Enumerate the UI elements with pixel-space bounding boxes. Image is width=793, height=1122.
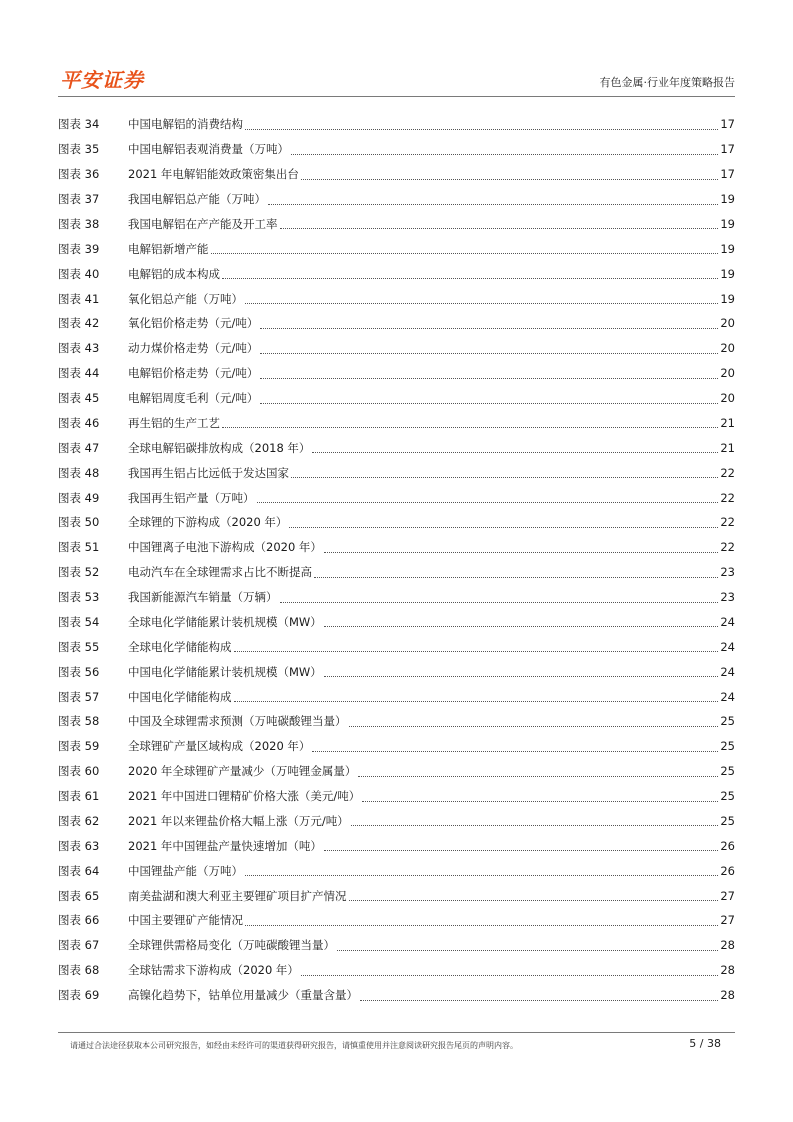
toc-entry-title[interactable]: 氧化铝总产能（万吨） [128, 291, 243, 306]
toc-entry-page: 26 [720, 863, 735, 878]
toc-entry-title[interactable]: 全球电化学储能构成 [128, 639, 232, 654]
toc-entry-title[interactable]: 全球锂矿产量区域构成（2020 年） [128, 739, 311, 754]
toc-dot-leader [291, 142, 718, 155]
toc-entry-label: 图表 52 [58, 565, 100, 580]
toc-entry[interactable] [58, 361, 735, 386]
toc-entry-title[interactable]: 电解铝新增产能 [128, 241, 209, 256]
toc-entry-title[interactable]: 2020 年全球锂矿产量减少（万吨锂金属量） [128, 764, 357, 779]
toc-dot-leader [211, 241, 719, 254]
toc-entry[interactable] [58, 659, 735, 684]
toc-dot-leader [234, 689, 719, 702]
toc-entry[interactable] [58, 336, 735, 361]
toc-entry-label: 图表 63 [58, 838, 100, 853]
toc-entry-page: 24 [720, 639, 735, 654]
toc-entry-label: 图表 39 [58, 241, 100, 256]
toc-entry[interactable] [58, 759, 735, 784]
toc-dot-leader [337, 938, 718, 951]
toc-entry[interactable] [58, 908, 735, 933]
toc-dot-leader [222, 415, 718, 428]
toc-entry-title[interactable]: 电解铝周度毛利（元/吨） [128, 391, 259, 406]
toc-entry-page: 17 [720, 117, 735, 132]
toc-dot-leader [324, 614, 719, 627]
toc-entry[interactable] [58, 236, 735, 261]
toc-entry-page: 28 [720, 938, 735, 953]
toc-entry[interactable] [58, 833, 735, 858]
toc-dot-leader [260, 366, 718, 379]
toc-dot-leader [245, 913, 718, 926]
toc-entry-page: 24 [720, 614, 735, 629]
toc-entry-title[interactable]: 2021 年中国进口锂精矿价格大涨（美元/吨） [128, 789, 361, 804]
toc-entry-title[interactable]: 再生铝的生产工艺 [128, 415, 220, 430]
toc-entry-page: 25 [720, 764, 735, 779]
toc-entry-title[interactable]: 氧化铝价格走势（元/吨） [128, 316, 259, 331]
toc-entry-title[interactable]: 我国再生铝产量（万吨） [128, 490, 255, 505]
toc-entry[interactable] [58, 510, 735, 535]
toc-dot-leader [312, 440, 718, 453]
toc-dot-leader [358, 764, 718, 777]
toc-dot-leader [351, 813, 719, 826]
toc-entry-page: 17 [720, 167, 735, 182]
toc-dot-leader [280, 216, 719, 229]
toc-entry-label: 图表 41 [58, 291, 100, 306]
toc-entry-title[interactable]: 电解铝价格走势（元/吨） [128, 366, 259, 381]
toc-entry-label: 图表 67 [58, 938, 100, 953]
toc-entry[interactable] [58, 212, 735, 237]
toc-entry-page: 20 [720, 341, 735, 356]
company-logo: 平安证券 [60, 68, 144, 92]
toc-entry-page: 25 [720, 739, 735, 754]
toc-entry-title[interactable]: 中国电解铝的消费结构 [128, 117, 243, 132]
toc-dot-leader [260, 391, 718, 404]
toc-entry-page: 25 [720, 789, 735, 804]
toc-entry[interactable] [58, 709, 735, 734]
toc-entry-title[interactable]: 2021 年中国锂盐产量快速增加（吨） [128, 838, 322, 853]
toc-dot-leader [324, 540, 718, 553]
toc-entry-title[interactable]: 高镍化趋势下，钴单位用量减少（重量含量） [128, 988, 358, 1003]
toc-entry[interactable] [58, 784, 735, 809]
toc-dot-leader [312, 739, 718, 752]
toc-entry-title[interactable]: 我国电解铝在产产能及开工率 [128, 216, 278, 231]
toc-entry-label: 图表 60 [58, 764, 100, 779]
toc-entry-page: 19 [720, 241, 735, 256]
toc-dot-leader [280, 590, 719, 603]
toc-entry-page: 22 [720, 540, 735, 555]
toc-dot-leader [222, 266, 718, 279]
table-of-contents [58, 112, 735, 1008]
toc-entry-label: 图表 42 [58, 316, 100, 331]
toc-entry-page: 23 [720, 590, 735, 605]
toc-entry-page: 22 [720, 515, 735, 530]
toc-entry-page: 27 [720, 913, 735, 928]
toc-entry-title[interactable]: 我国电解铝总产能（万吨） [128, 192, 266, 207]
toc-entry-page: 19 [720, 192, 735, 207]
toc-entry-page: 17 [720, 142, 735, 157]
toc-entry[interactable] [58, 187, 735, 212]
toc-entry-title[interactable]: 我国再生铝占比远低于发达国家 [128, 465, 289, 480]
toc-entry[interactable] [58, 858, 735, 883]
toc-entry-label: 图表 37 [58, 192, 100, 207]
toc-entry-page: 25 [720, 714, 735, 729]
toc-dot-leader [362, 789, 718, 802]
toc-dot-leader [245, 117, 718, 130]
toc-entry-label: 图表 46 [58, 415, 100, 430]
page-header [58, 62, 735, 97]
toc-entry-title[interactable]: 2021 年电解铝能效政策密集出台 [128, 167, 299, 182]
toc-entry[interactable] [58, 684, 735, 709]
toc-entry[interactable] [58, 983, 735, 1008]
toc-entry[interactable] [58, 560, 735, 585]
toc-dot-leader [260, 341, 718, 354]
toc-entry-title[interactable]: 全球锂的下游构成（2020 年） [128, 515, 288, 530]
toc-entry-title[interactable]: 中国及全球锂需求预测（万吨碳酸锂当量） [128, 714, 347, 729]
toc-dot-leader [257, 490, 719, 503]
toc-entry-page: 26 [720, 838, 735, 853]
toc-entry-title[interactable]: 中国主要锂矿产能情况 [128, 913, 243, 928]
toc-entry-label: 图表 49 [58, 490, 100, 505]
toc-entry-page: 19 [720, 266, 735, 281]
toc-entry-page: 21 [720, 440, 735, 455]
toc-entry-page: 25 [720, 813, 735, 828]
toc-entry-title[interactable]: 电解铝的成本构成 [128, 266, 220, 281]
toc-entry[interactable] [58, 634, 735, 659]
toc-entry-label: 图表 44 [58, 366, 100, 381]
toc-entry[interactable] [58, 311, 735, 336]
toc-entry-page: 21 [720, 415, 735, 430]
toc-dot-leader [268, 192, 718, 205]
toc-entry-page: 22 [720, 490, 735, 505]
toc-entry[interactable] [58, 460, 735, 485]
toc-entry[interactable] [58, 286, 735, 311]
toc-entry-page: 23 [720, 565, 735, 580]
toc-entry-label: 图表 51 [58, 540, 100, 555]
toc-dot-leader [289, 515, 718, 528]
toc-entry-label: 图表 62 [58, 813, 100, 828]
toc-entry-label: 图表 66 [58, 913, 100, 928]
toc-entry-title[interactable]: 南美盐湖和澳大利亚主要锂矿项目扩产情况 [128, 888, 347, 903]
toc-entry-label: 图表 64 [58, 863, 100, 878]
toc-entry[interactable] [58, 933, 735, 958]
toc-entry-title[interactable]: 动力煤价格走势（元/吨） [128, 341, 259, 356]
toc-dot-leader [314, 565, 718, 578]
toc-entry-page: 20 [720, 391, 735, 406]
toc-entry-label: 图表 58 [58, 714, 100, 729]
toc-entry-page: 28 [720, 963, 735, 978]
toc-entry-label: 图表 48 [58, 465, 100, 480]
toc-entry-label: 图表 68 [58, 963, 100, 978]
toc-entry-label: 图表 69 [58, 988, 100, 1003]
toc-entry[interactable] [58, 958, 735, 983]
toc-dot-leader [245, 291, 718, 304]
toc-entry-page: 24 [720, 689, 735, 704]
toc-dot-leader [324, 664, 719, 677]
toc-dot-leader [360, 988, 718, 1001]
toc-entry-page: 28 [720, 988, 735, 1003]
toc-entry[interactable] [58, 411, 735, 436]
toc-entry-label: 图表 47 [58, 440, 100, 455]
toc-entry[interactable] [58, 261, 735, 286]
toc-entry-page: 27 [720, 888, 735, 903]
toc-dot-leader [301, 963, 718, 976]
toc-entry-title[interactable]: 中国锂离子电池下游构成（2020 年） [128, 540, 322, 555]
toc-dot-leader [301, 167, 718, 180]
toc-entry[interactable] [58, 435, 735, 460]
footer-disclaimer: 请通过合法途径获取本公司研究报告，如经由未经许可的渠道获得研究报告，请慎重使用并注意阅读研究报告尾页的声明内容。 [70, 1041, 518, 1050]
toc-dot-leader [291, 465, 718, 478]
toc-entry-page: 19 [720, 291, 735, 306]
toc-entry[interactable] [58, 610, 735, 635]
toc-entry-title[interactable]: 中国电化学储能构成 [128, 689, 232, 704]
toc-entry-title[interactable]: 中国锂盐产能（万吨） [128, 863, 243, 878]
toc-entry-title[interactable]: 中国电化学储能累计装机规模（MW） [128, 664, 322, 679]
toc-entry[interactable] [58, 585, 735, 610]
toc-dot-leader [349, 888, 719, 901]
toc-entry-title[interactable]: 2021 年以来锂盐价格大幅上涨（万元/吨） [128, 813, 349, 828]
toc-entry[interactable] [58, 883, 735, 908]
toc-entry-label: 图表 65 [58, 888, 100, 903]
toc-dot-leader [349, 714, 719, 727]
toc-entry-label: 图表 38 [58, 216, 100, 231]
toc-entry[interactable] [58, 485, 735, 510]
toc-entry[interactable] [58, 137, 735, 162]
toc-entry-label: 图表 36 [58, 167, 100, 182]
toc-entry[interactable] [58, 809, 735, 834]
toc-entry-page: 19 [720, 216, 735, 231]
toc-entry-label: 图表 55 [58, 639, 100, 654]
page-number: 5 / 38 [689, 1037, 721, 1050]
toc-entry-label: 图表 50 [58, 515, 100, 530]
toc-entry-title[interactable]: 全球钴需求下游构成（2020 年） [128, 963, 299, 978]
toc-dot-leader [234, 639, 719, 652]
toc-entry-label: 图表 56 [58, 664, 100, 679]
page-footer [58, 1032, 735, 1059]
toc-entry-page: 22 [720, 465, 735, 480]
report-type: 有色金属·行业年度策略报告 [599, 76, 735, 89]
toc-entry-title[interactable]: 全球锂供需格局变化（万吨碳酸锂当量） [128, 938, 335, 953]
toc-dot-leader [324, 838, 718, 851]
toc-dot-leader [260, 316, 718, 329]
toc-entry-page: 20 [720, 366, 735, 381]
toc-entry-label: 图表 40 [58, 266, 100, 281]
toc-entry-title[interactable]: 全球电化学储能累计装机规模（MW） [128, 614, 322, 629]
toc-entry[interactable] [58, 386, 735, 411]
toc-entry-title[interactable]: 我国新能源汽车销量（万辆） [128, 590, 278, 605]
toc-entry-title[interactable]: 电动汽车在全球锂需求占比不断提高 [128, 565, 312, 580]
toc-entry-label: 图表 43 [58, 341, 100, 356]
toc-entry-label: 图表 45 [58, 391, 100, 406]
toc-entry[interactable] [58, 734, 735, 759]
toc-entry[interactable] [58, 535, 735, 560]
toc-entry-label: 图表 54 [58, 614, 100, 629]
toc-entry-label: 图表 35 [58, 142, 100, 157]
toc-entry-label: 图表 59 [58, 739, 100, 754]
toc-entry-title[interactable]: 中国电解铝表观消费量（万吨） [128, 142, 289, 157]
toc-entry[interactable] [58, 112, 735, 137]
toc-entry-label: 图表 57 [58, 689, 100, 704]
toc-entry-page: 24 [720, 664, 735, 679]
toc-entry-page: 20 [720, 316, 735, 331]
toc-entry-label: 图表 61 [58, 789, 100, 804]
toc-entry-title[interactable]: 全球电解铝碳排放构成（2018 年） [128, 440, 311, 455]
toc-entry[interactable] [58, 162, 735, 187]
toc-dot-leader [245, 863, 718, 876]
toc-entry-label: 图表 34 [58, 117, 100, 132]
toc-entry-label: 图表 53 [58, 590, 100, 605]
